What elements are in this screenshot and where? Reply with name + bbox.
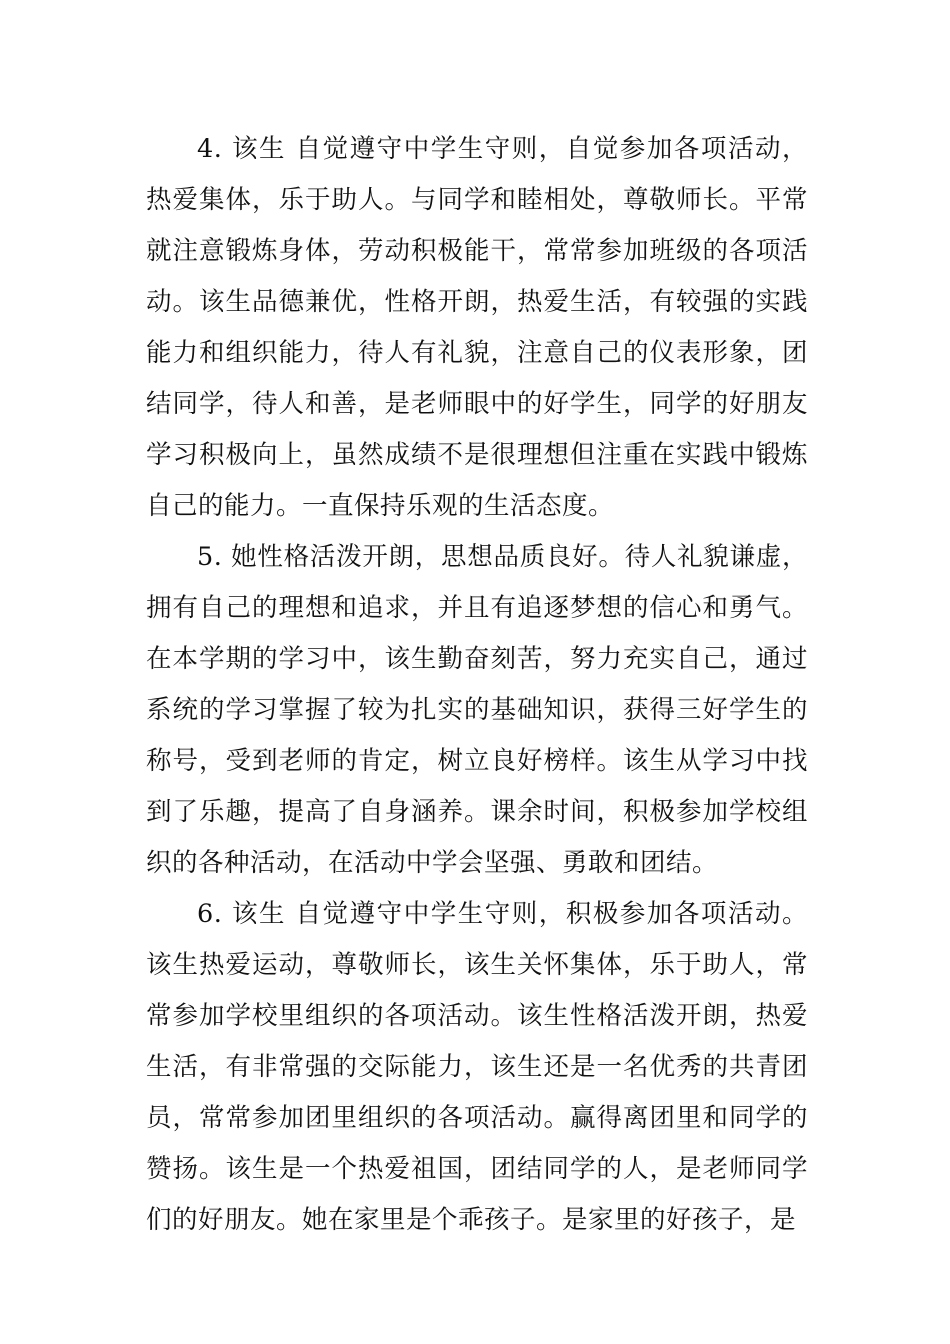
document-body bbox=[146, 124, 808, 1246]
paragraph-5: 5. 她性格活泼开朗，思想品质良好。待人礼貌谦虚，拥有自己的理想和追求，并且有追逐梦想的信心和勇气。在本学期的学习中，该生勤奋刻苦，努力充实自己，通过系统的学习掌握了较为扎实的基础知识，获得三好学生的称号，受到老师的肯定，树立良好榜样。该生从学习中找到了乐趣，提高了自身涵养。课余时间，积极参加学校组织的各种活动，在活动中学会坚强、勇敢和团结。 bbox=[146, 542, 808, 878]
paragraph-4: 4. 该生 自觉遵守中学生守则，自觉参加各项活动，热爱集体，乐于助人。与同学和睦相处，尊敬师长。平常就注意锻炼身体，劳动积极能干，常常参加班级的各项活动。该生品德兼优，性格开朗，热爱生活，有较强的实践能力和组织能力，待人有礼貌，注意自己的仪表形象，团结同学，待人和善，是老师眼中的好学生，同学的好朋友学习积极向上，虽然成绩不是很理想但注重在实践中锻炼自己的能力。一直保持乐观的生活态度。 bbox=[146, 134, 808, 521]
paragraph-6: 6. 该生 自觉遵守中学生守则，积极参加各项活动。该生热爱运动，尊敬师长，该生关怀集体，乐于助人，常常参加学校里组织的各项活动。该生性格活泼开朗，热爱生活，有非常强的交际能力，该生还是一名优秀的共青团员，常常参加团里组织的各项活动。赢得离团里和同学的赞扬。该生是一个热爱祖国，团结同学的人，是老师同学们的好朋友。她在家里是个乖孩子。是家里的好孩子，是 bbox=[146, 899, 808, 1235]
